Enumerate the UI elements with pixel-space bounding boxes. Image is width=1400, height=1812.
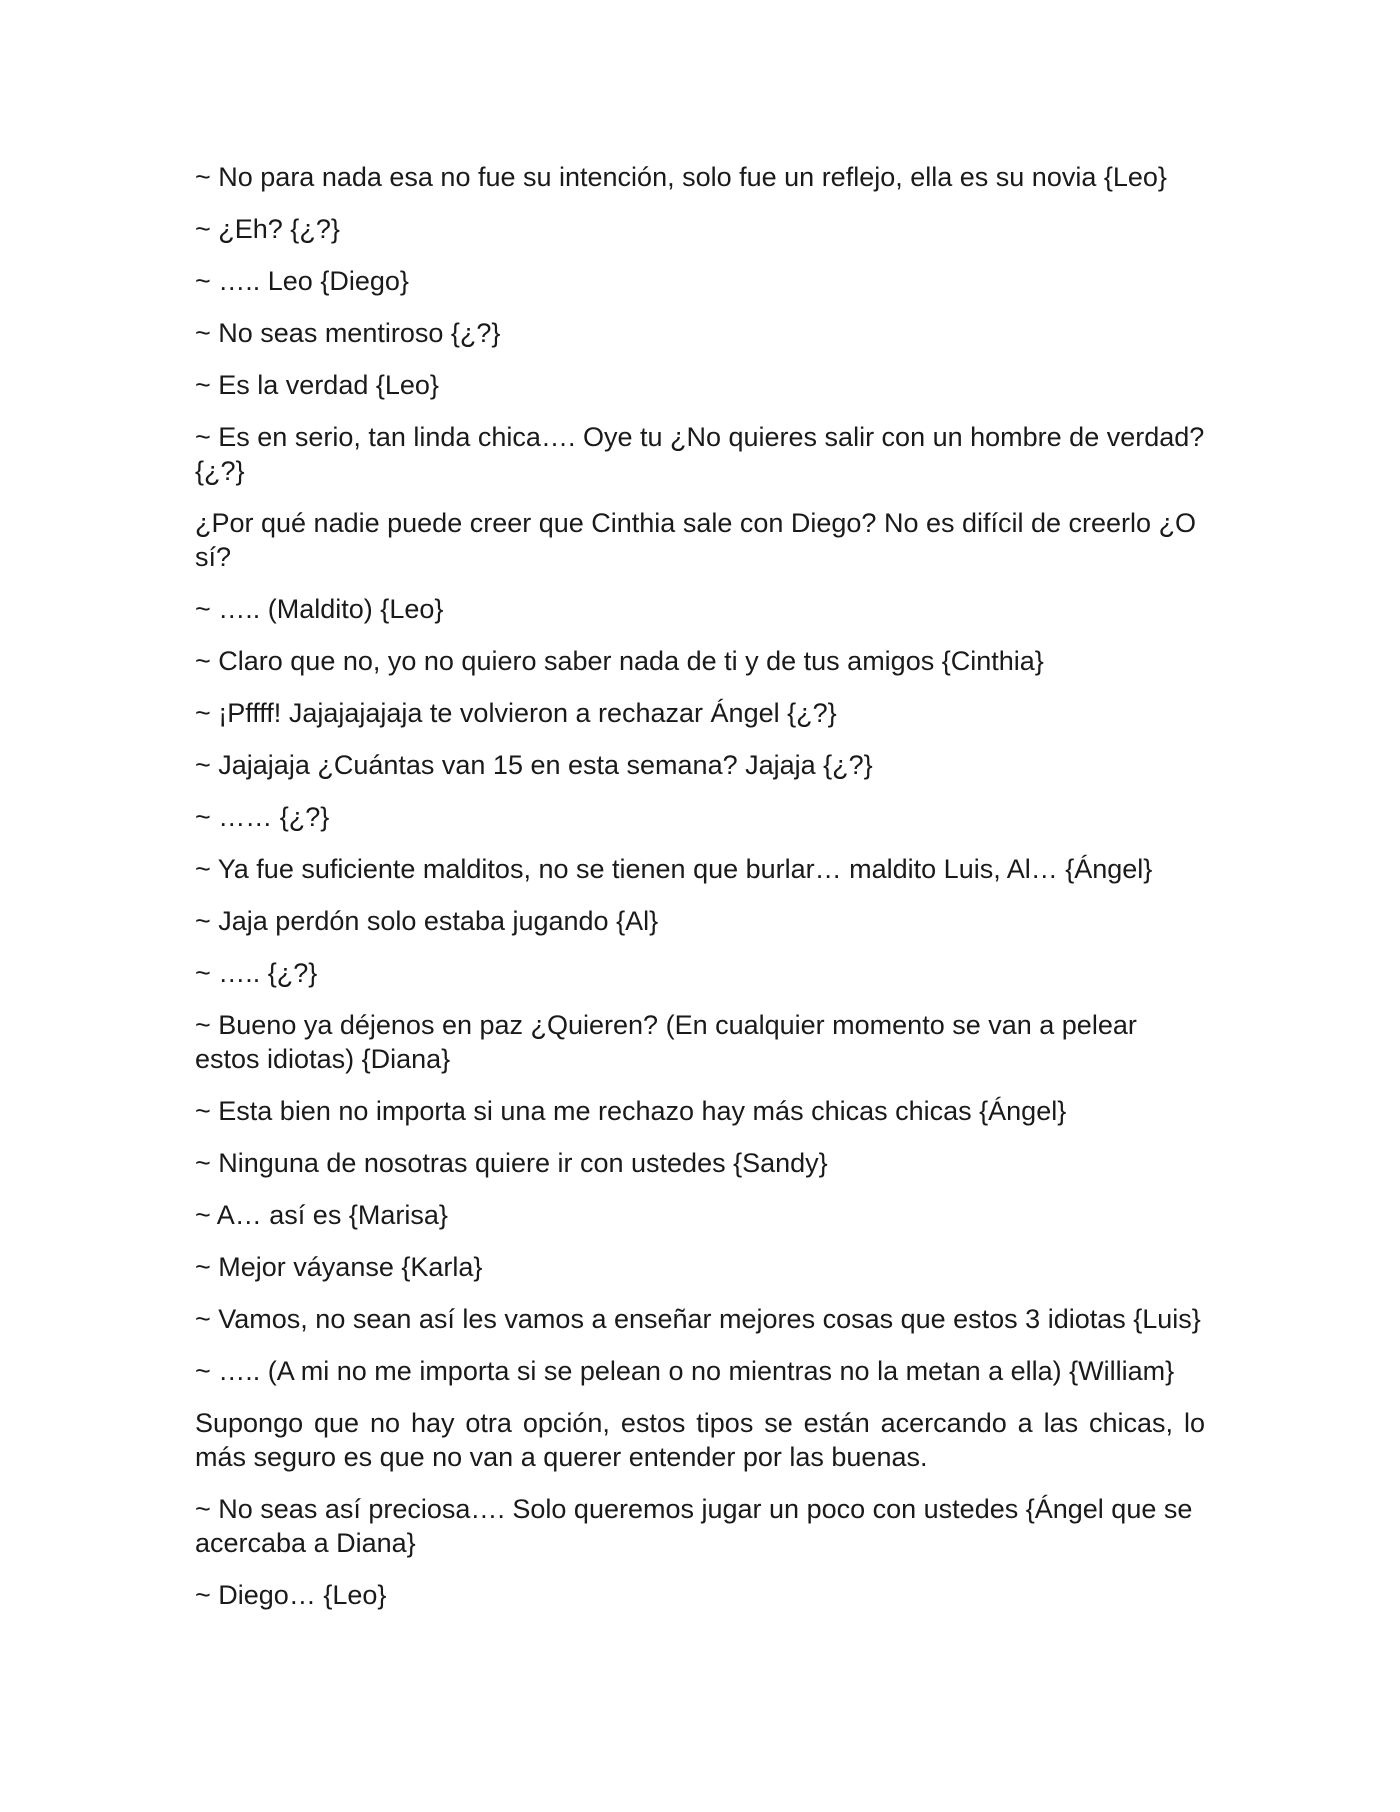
dialogue-line: ~ Es en serio, tan linda chica…. Oye tu ¿No quieres salir con un hombre de verdad? {¿?} xyxy=(195,422,1205,486)
dialogue-line: ~ Esta bien no importa si una me rechazo hay más chicas chicas {Ángel} xyxy=(195,1096,1067,1126)
dialogue-line: ~ ¡Pffff! Jajajajajaja te volvieron a rechazar Ángel {¿?} xyxy=(195,698,837,728)
dialogue-line: ~ Bueno ya déjenos en paz ¿Quieren? (En cualquier momento se van a pelear estos idiotas) {Diana} xyxy=(195,1010,1137,1074)
dialogue-line: ~ ….. (Maldito) {Leo} xyxy=(195,594,444,624)
dialogue-line: ~ Ninguna de nosotras quiere ir con ustedes {Sandy} xyxy=(195,1148,828,1178)
dialogue-line: ~ No para nada esa no fue su intención, solo fue un reflejo, ella es su novia {Leo} xyxy=(195,162,1167,192)
dialogue-line: ~ No seas mentiroso {¿?} xyxy=(195,318,501,348)
dialogue-line: ~ A… así es {Marisa} xyxy=(195,1200,448,1230)
narration-paragraph: Supongo que no hay otra opción, estos tipos se están acercando a las chicas, lo más seguro es que no van a querer entender por las buenas. xyxy=(195,1408,1205,1472)
dialogue-line: ~ ¿Eh? {¿?} xyxy=(195,214,340,244)
dialogue-line: ~ …… {¿?} xyxy=(195,802,330,832)
dialogue-line: ~ Es la verdad {Leo} xyxy=(195,370,439,400)
dialogue-line: ~ Mejor váyanse {Karla} xyxy=(195,1252,483,1282)
dialogue-line: ~ Ya fue suficiente malditos, no se tienen que burlar… maldito Luis, Al… {Ángel} xyxy=(195,854,1153,884)
dialogue-line: ~ Vamos, no sean así les vamos a enseñar mejores cosas que estos 3 idiotas {Luis} xyxy=(195,1304,1201,1334)
dialogue-line: ~ ….. Leo {Diego} xyxy=(195,266,409,296)
dialogue-line: ~ Claro que no, yo no quiero saber nada de ti y de tus amigos {Cinthia} xyxy=(195,646,1044,676)
document-body xyxy=(195,160,1205,1630)
dialogue-line: ~ No seas así preciosa…. Solo queremos jugar un poco con ustedes {Ángel que se acercaba a Diana} xyxy=(195,1494,1193,1558)
dialogue-line: ~ Jaja perdón solo estaba jugando {Al} xyxy=(195,906,659,936)
dialogue-line: ~ ….. (A mi no me importa si se pelean o no mientras no la metan a ella) {William} xyxy=(195,1356,1175,1386)
dialogue-line: ~ Diego… {Leo} xyxy=(195,1580,387,1610)
dialogue-line: ~ ….. {¿?} xyxy=(195,958,318,988)
dialogue-line: ~ Jajajaja ¿Cuántas van 15 en esta semana? Jajaja {¿?} xyxy=(195,750,873,780)
narration-paragraph: ¿Por qué nadie puede creer que Cinthia sale con Diego? No es difícil de creerlo ¿O sí? xyxy=(195,508,1197,572)
